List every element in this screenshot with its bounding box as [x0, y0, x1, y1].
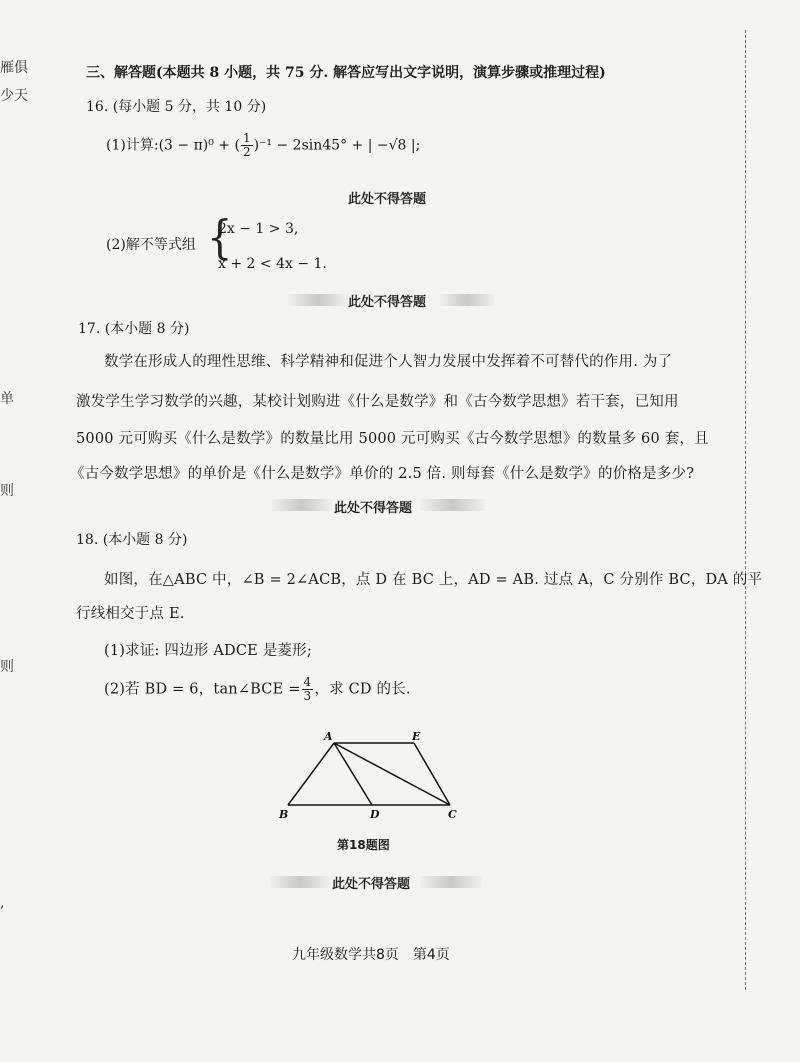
no-answer-zone-4: 此处不得答题 [332, 877, 411, 892]
q16-p1-prefix: (1)计算: [106, 137, 159, 154]
segment-AD [334, 743, 372, 805]
q16-p2-line1: 2x − 1 > 3, [218, 221, 299, 237]
edge-text-3: 单 [0, 391, 14, 407]
q17-line-3: 5000 元可购买《什么是数学》的数量比用 5000 元可购买《古今数学思想》的数量多 60 套，且 [76, 431, 709, 447]
label-D: D [370, 808, 380, 821]
q18-fraction [302, 676, 314, 703]
smudge [420, 876, 482, 888]
smudge [440, 294, 495, 306]
q16-fraction [241, 132, 253, 159]
label-A: A [324, 730, 333, 743]
q18-sub2-b: ，求 CD 的长. [314, 681, 411, 698]
q18-line-2: 行线相交于点 E. [76, 606, 185, 622]
no-answer-zone-2: 此处不得答题 [348, 295, 427, 310]
q17-line-2: 激发学生学习数学的兴趣，某校计划购进《什么是数学》和《古今数学思想》若干套，已知用 [76, 394, 679, 410]
q18-sub2 [104, 676, 411, 703]
question-16-part1 [106, 132, 420, 159]
edge-text-4: 则 [0, 483, 14, 499]
q16-p1-expr-b: )⁻¹ − 2sin45° + | −√8 |; [253, 137, 421, 154]
question-16-header: 16. (每小题 5 分，共 10 分) [86, 99, 267, 115]
smudge [272, 499, 332, 511]
edge-text-1: 雁俱 [0, 60, 28, 76]
q17-line-4: 《古今数学思想》的单价是《什么是数学》单价的 2.5 倍. 则每套《什么是数学》的价格是多少? [70, 466, 695, 482]
q18-frac-den: 3 [303, 689, 312, 703]
edge-text-2: 少天 [0, 88, 28, 104]
q16-p2-line2: x + 2 < 4x − 1. [218, 256, 327, 272]
label-C: C [448, 808, 457, 821]
question-17-header: 17. (本小题 8 分) [78, 321, 190, 337]
label-B: B [279, 808, 289, 821]
smudge [420, 499, 485, 511]
q16-p1-expr-a: (3 − π)⁰ + ( [158, 137, 240, 154]
q16-p2-prefix: (2)解不等式组 [106, 237, 196, 253]
no-answer-zone-3: 此处不得答题 [334, 501, 413, 516]
no-answer-zone-1: 此处不得答题 [348, 192, 427, 207]
q18-line-1: 如图，在△ABC 中，∠B = 2∠ACB，点 D 在 BC 上，AD = AB. 过点 A，C 分别作 BC，DA 的平 [104, 572, 763, 588]
q18-frac-num: 4 [303, 675, 312, 689]
segment-AB [288, 743, 334, 805]
left-brace-icon: { [207, 211, 233, 265]
q18-sub2-a: (2)若 BD = 6，tan∠BCE = [104, 681, 301, 698]
q17-line-1: 数学在形成人的理性思维、科学精神和促进个人智力发展中发挥着不可替代的作用. 为了 [104, 354, 673, 370]
section-title: 三、解答题(本题共 8 小题，共 75 分. 解答应写出文字说明，演算步骤或推理过程) [86, 65, 606, 81]
q18-sub1: (1)求证: 四边形 ADCE 是菱形; [104, 643, 312, 659]
q16-frac-num: 1 [242, 131, 251, 145]
q16-frac-den: 2 [242, 145, 251, 159]
page-footer: 九年级数学共8页 第4页 [292, 947, 450, 963]
question-18-header: 18. (本小题 8 分) [76, 532, 188, 548]
binding-dashed-line [745, 30, 746, 990]
label-E: E [412, 730, 421, 743]
smudge [288, 294, 348, 306]
smudge [270, 876, 330, 888]
figure-caption: 第18题图 [337, 838, 390, 852]
figure-18-diagram [270, 725, 470, 825]
edge-text-5: 则 [0, 659, 14, 675]
edge-text-6: , [0, 895, 5, 911]
